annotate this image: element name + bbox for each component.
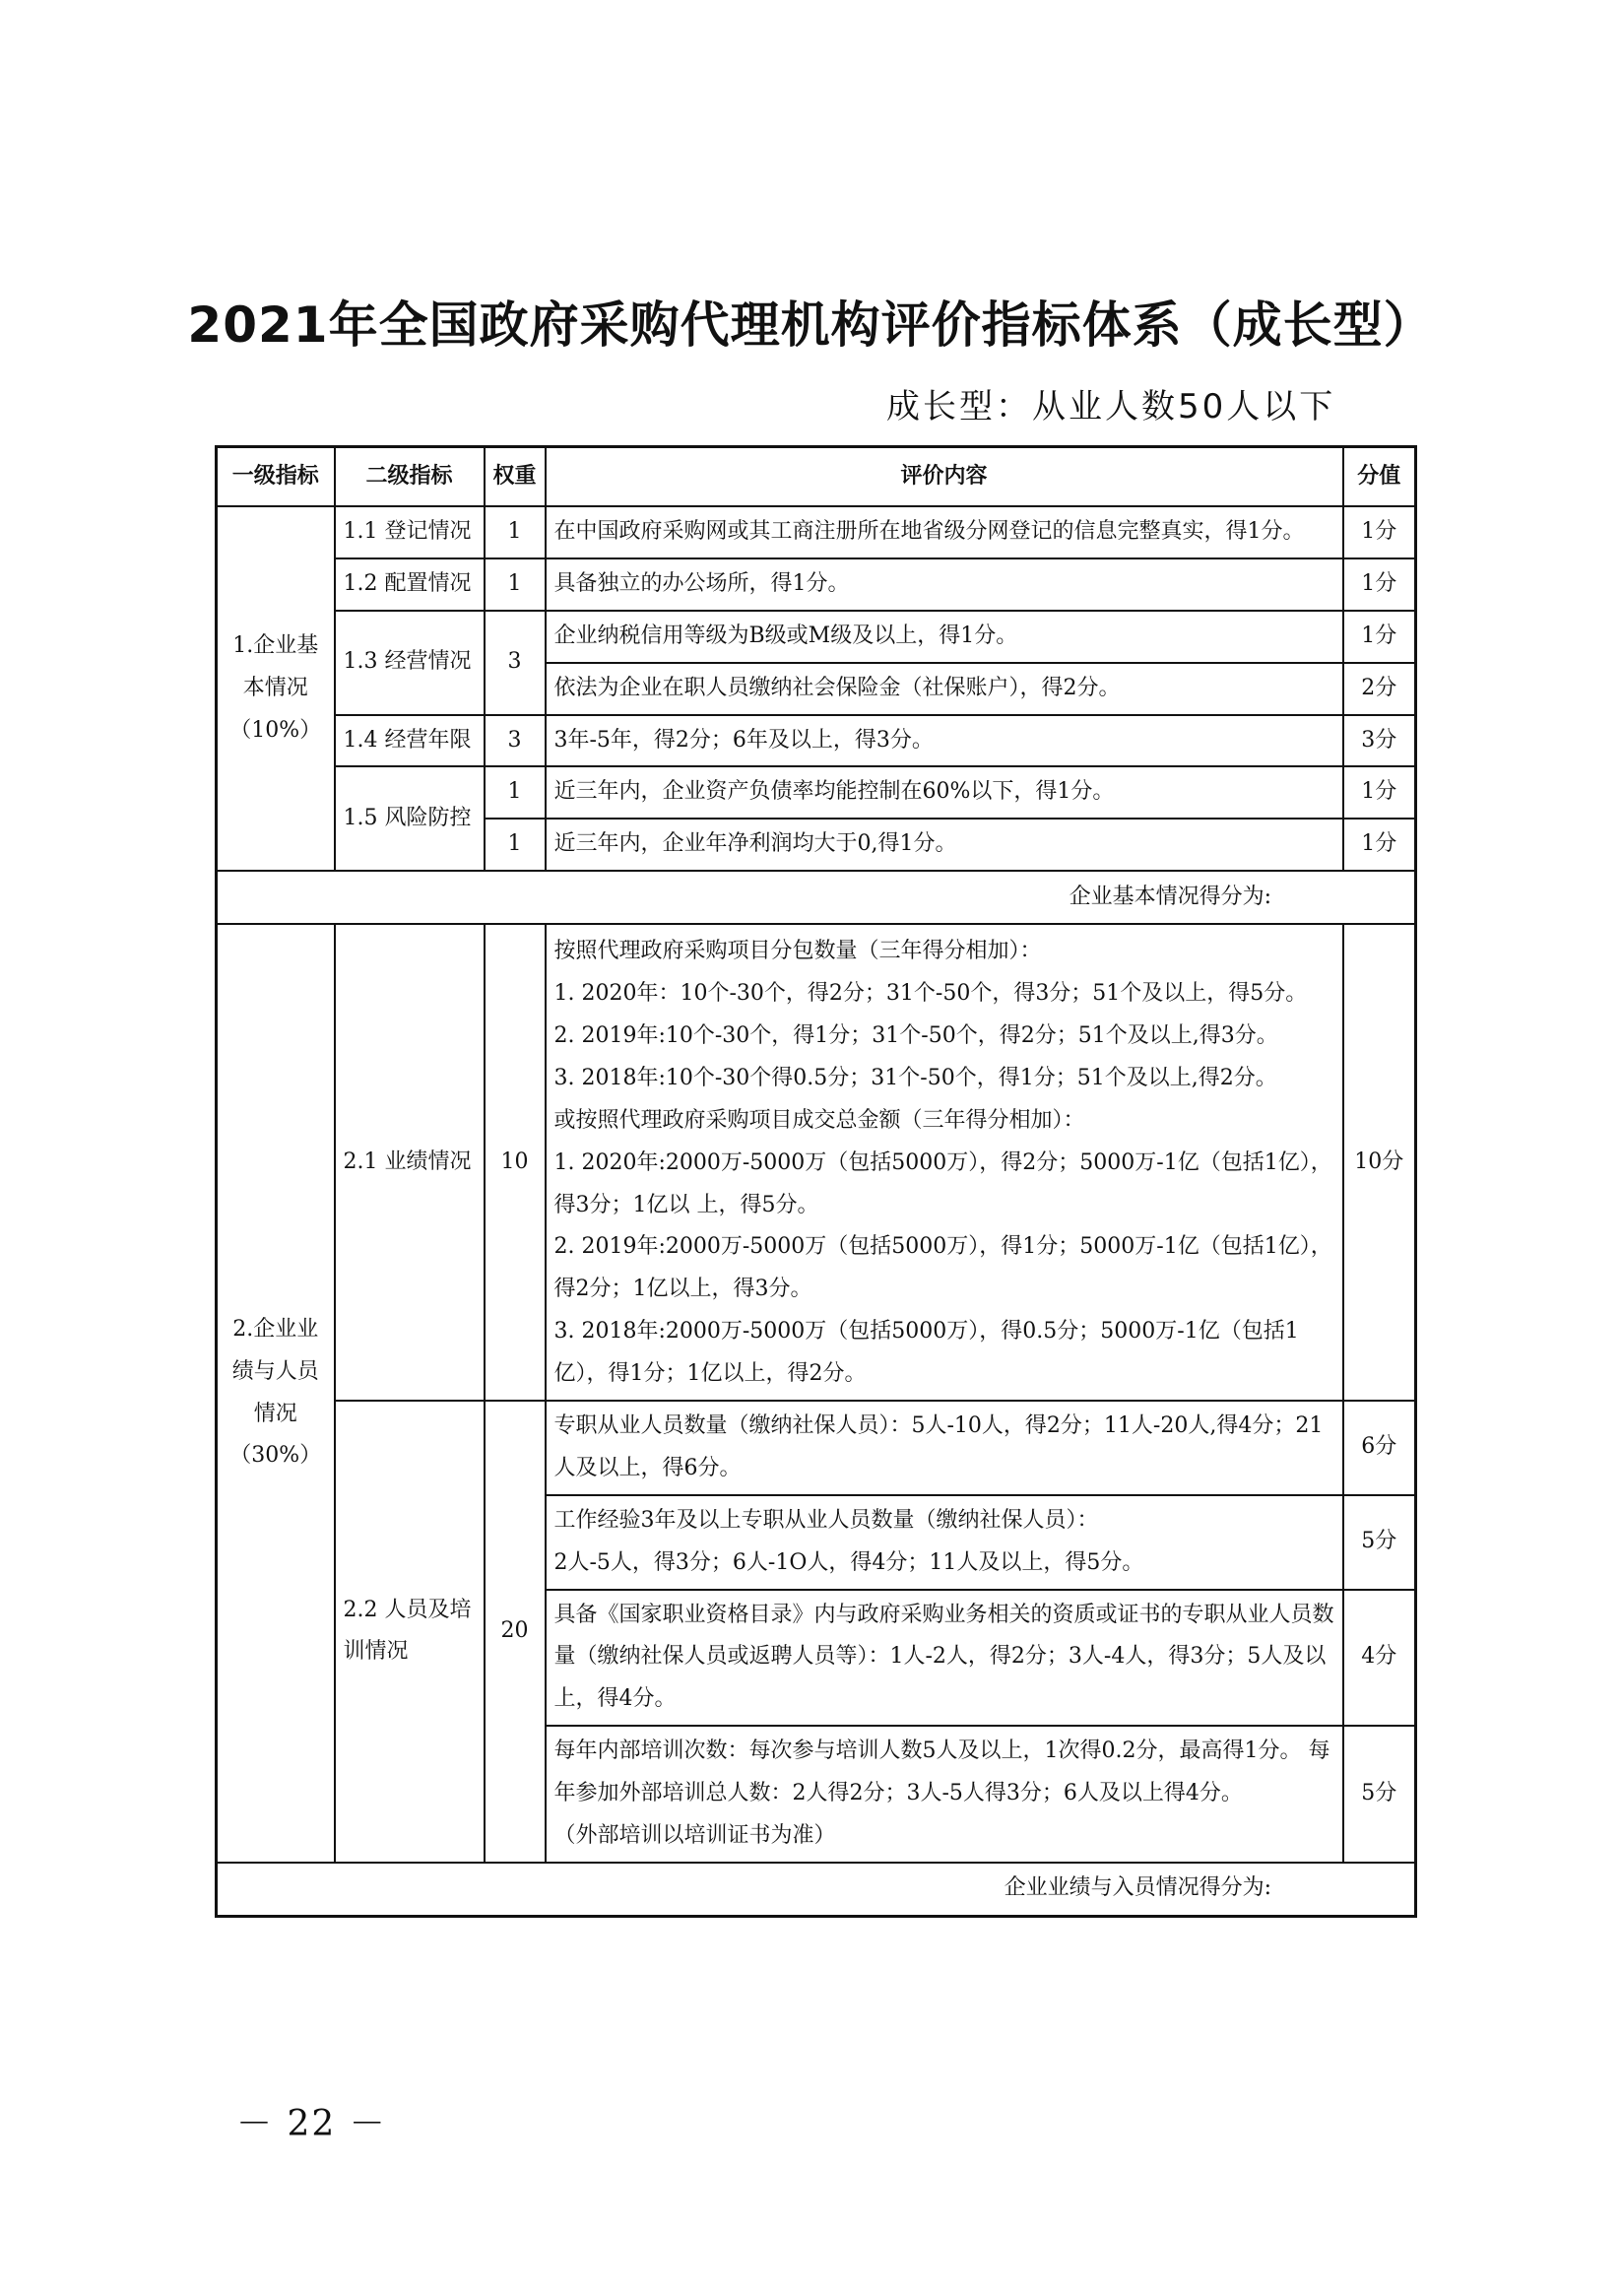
content-cell: 近三年内，企业年净利润均大于0,得1分。 [546, 819, 1343, 871]
section1-summary: 企业基本情况得分为: [217, 871, 1416, 924]
sub-indicator: 2.1 业绩情况 [335, 924, 485, 1401]
content-cell: 按照代理政府采购项目分包数量（三年得分相加）： 1. 2020年：10个-30个，得2分；31个-50个，得3分；51个及以上，得5分。 2. 2019年:10个-30个，得1分；31个-50个，得2分；51个及以上,得3分。 3. 2018年:10个-30个得0.5分；31个-50个，得1分；51个及以上,得2分。 或按照代理政府采购项目成交总金额（三年得分相加）： 1. 2020年:2000万-5000万（包括5000万），得2分；5000万-1亿（包括1亿），得3分；1亿以 上，得5分。 2. 2019年:2000万-5000万（包括5000万），得1分；5000万-1亿（包括1亿），得2分；1亿以上，得3分。 3. 2018年:2000万-5000万（包括5000万），得0.5分；5000万-1亿（包括1亿），得1分；1亿以上，得2分。 [546, 924, 1343, 1401]
page-number: － 22 － [236, 2104, 387, 2144]
weight-cell: 3 [485, 611, 546, 715]
weight-cell: 1 [485, 558, 546, 611]
table-row [217, 611, 1416, 663]
score-cell: 6分 [1343, 1401, 1416, 1495]
score-cell: 4分 [1343, 1590, 1416, 1727]
sub-indicator: 1.5 风险防控 [335, 766, 485, 871]
table-header-row [217, 447, 1416, 507]
content-cell: 每年内部培训次数：每次参与培训人数5人及以上，1次得0.2分，最高得1分。 每年参加外部培训总人数：2人得2分；3人-5人得3分；6人及以上得4分。 （外部培训以培训证书为准） [546, 1726, 1343, 1863]
sub-indicator: 1.4 经营年限 [335, 715, 485, 767]
score-cell: 10分 [1343, 924, 1416, 1401]
evaluation-table [215, 445, 1417, 1918]
weight-cell: 20 [485, 1401, 546, 1863]
table-row [217, 715, 1416, 767]
sub-indicator: 2.2 人员及培训情况 [335, 1401, 485, 1863]
weight-cell: 10 [485, 924, 546, 1401]
section2-label: 2.企业业绩与人员情况（30%） [217, 924, 335, 1863]
header-weight: 权重 [485, 447, 546, 507]
content-cell: 具备《国家职业资格目录》内与政府采购业务相关的资质或证书的专职从业人员数量（缴纳社保人员或返聘人员等）：1人-2人，得2分；3人-4人，得3分；5人及以上，得4分。 [546, 1590, 1343, 1727]
page-subtitle: 成长型：从业人数50人以下 [886, 387, 1336, 426]
section1-label: 1.企业基本情况（10%） [217, 506, 335, 871]
section2-summary-row [217, 1863, 1416, 1917]
section1-summary-row [217, 871, 1416, 924]
table-row [217, 766, 1416, 819]
content-cell: 专职从业人员数量（缴纳社保人员）：5人-10人，得2分；11人-20人,得4分；21人及以上，得6分。 [546, 1401, 1343, 1495]
score-cell: 5分 [1343, 1495, 1416, 1590]
header-level1: 一级指标 [217, 447, 335, 507]
content-cell: 工作经验3年及以上专职从业人员数量（缴纳社保人员）： 2人-5人，得3分；6人-1O人，得4分；11人及以上，得5分。 [546, 1495, 1343, 1590]
content-cell: 近三年内，企业资产负债率均能控制在60%以下，得1分。 [546, 766, 1343, 819]
header-level2: 二级指标 [335, 447, 485, 507]
section2-summary: 企业业绩与入员情况得分为: [217, 1863, 1416, 1917]
score-cell: 1分 [1343, 819, 1416, 871]
sub-indicator: 1.1 登记情况 [335, 506, 485, 558]
header-score: 分值 [1343, 447, 1416, 507]
content-cell: 依法为企业在职人员缴纳社会保险金（社保账户），得2分。 [546, 663, 1343, 715]
content-cell: 具备独立的办公场所，得1分。 [546, 558, 1343, 611]
weight-cell: 1 [485, 766, 546, 819]
score-cell: 1分 [1343, 558, 1416, 611]
sub-indicator: 1.3 经营情况 [335, 611, 485, 715]
table-row [217, 506, 1416, 558]
score-cell: 2分 [1343, 663, 1416, 715]
weight-cell: 1 [485, 819, 546, 871]
score-cell: 1分 [1343, 506, 1416, 558]
content-cell: 3年-5年，得2分；6年及以上，得3分。 [546, 715, 1343, 767]
score-cell: 3分 [1343, 715, 1416, 767]
header-content: 评价内容 [546, 447, 1343, 507]
page-title: 2021年全国政府采购代理机构评价指标体系（成长型） [187, 296, 1434, 354]
weight-cell: 1 [485, 506, 546, 558]
table-row [217, 924, 1416, 1401]
score-cell: 1分 [1343, 766, 1416, 819]
table-row [217, 1401, 1416, 1495]
sub-indicator: 1.2 配置情况 [335, 558, 485, 611]
table-row [217, 558, 1416, 611]
content-cell: 企业纳税信用等级为B级或M级及以上，得1分。 [546, 611, 1343, 663]
weight-cell: 3 [485, 715, 546, 767]
score-cell: 5分 [1343, 1726, 1416, 1863]
content-cell: 在中国政府采购网或其工商注册所在地省级分网登记的信息完整真实，得1分。 [546, 506, 1343, 558]
score-cell: 1分 [1343, 611, 1416, 663]
